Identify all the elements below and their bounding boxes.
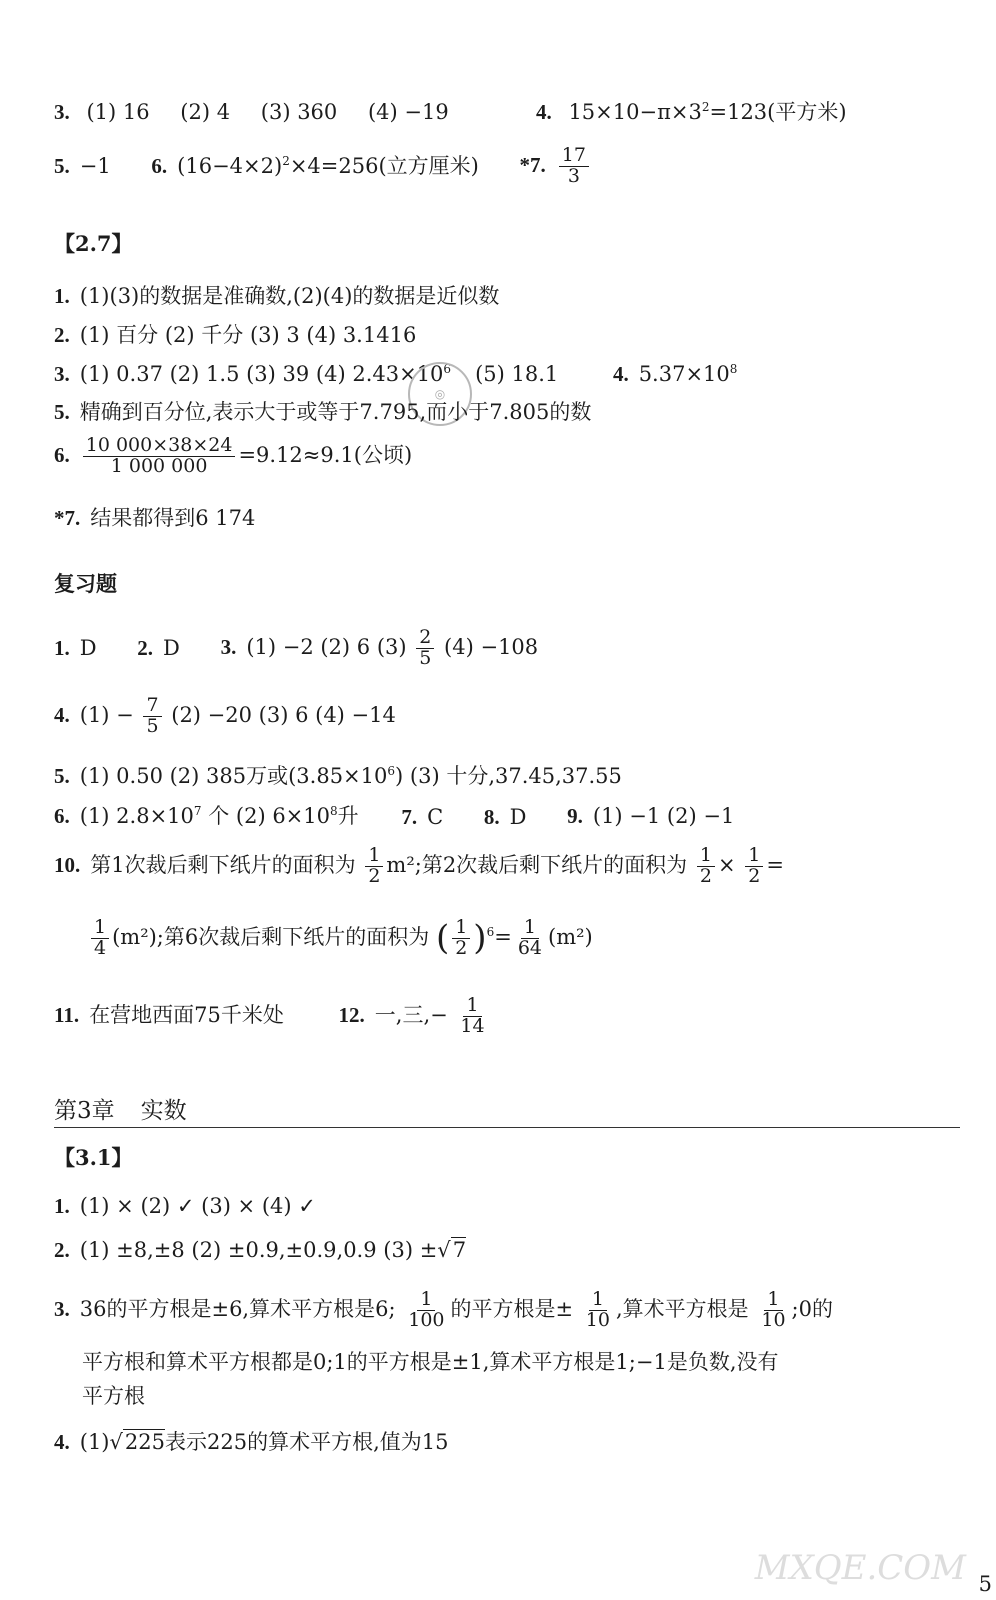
s31-line-1: 1. (1) × (2) ✓ (3) × (4) ✓	[54, 1194, 316, 1218]
s27-line-5: 5. 精确到百分位,表示大于或等于7.795,而小于7.805的数	[54, 400, 592, 424]
q6-a: (16−4×2)	[177, 153, 283, 178]
tenth-fraction-2: $\frac{1}{10}$	[761, 1288, 786, 1331]
q3-line: 3. (1) 16 (2) 4 (3) 360 (4) −19	[54, 100, 449, 124]
review-line-6: 6. (1) $2.8\times 10^7$ 个 (2) $6\times 10^8$升 7. C 8. D 9. (1) −1 (2) −1	[54, 804, 735, 829]
q4-exp: 2	[701, 100, 710, 114]
quarter-fraction: $\frac{1}{4}$	[91, 918, 109, 959]
half-fraction-3: $\frac{1}{2}$	[745, 846, 763, 887]
s27-line-1: 1. (1)(3)的数据是准确数,(2)(4)的数据是近似数	[54, 284, 500, 308]
section-3-1-title: 【3.1】	[54, 1145, 133, 1170]
half-power-fraction: $\frac{1}{2}$	[452, 918, 470, 959]
page-number: 5	[978, 1572, 992, 1596]
s27-line-7: *7. 结果都得到6 174	[54, 506, 256, 530]
s31-line-4: 4. (1)√225表示225的算术平方根,值为15	[54, 1430, 449, 1454]
review-q4-fraction: $\frac{7}{5}$	[143, 696, 161, 737]
stamp-image: ◎	[408, 362, 472, 426]
review-line-4: 4. (1) − $\frac{7}{5}$ (2) −20 (3) 6 (4) −14	[54, 694, 396, 737]
q5-q7-line: 5. −1 6. $(16-4\times 2)^2\times 4=256$(立方厘米) *7. $\frac{17}{3}$	[54, 146, 626, 187]
section-2-7-title: 【2.7】	[54, 231, 133, 256]
review-line-10b: $\frac{1}{4}$ (m²);第6次裁后剩下纸片的面积为 ( $\frac{1}{2}$ )$^6$= $\frac{1}{64}$ (m²)	[88, 918, 593, 959]
q3-part4: (4) −19	[367, 100, 449, 124]
review-line-1: 1. D 2. D 3. (1) −2 (2) 6 (3) $\frac{2}{5}$ (4) −108	[54, 626, 539, 669]
watermark: MXQE.COM	[754, 1548, 966, 1588]
q7-fraction: $\frac{17}{3}$	[559, 146, 589, 187]
s27-line-6: 6. $\frac{10 000\times 38\times 24}{1 000 000}$ =9.12≈9.1(公顷)	[54, 434, 413, 477]
review-title: 复习题	[54, 571, 117, 596]
half-fraction-1: $\frac{1}{2}$	[365, 846, 383, 887]
hundredth-fraction: $\frac{1}{100}$	[408, 1288, 445, 1331]
s27-q6-fraction: $\frac{10 000\times 38\times 24}{1 000 000}$	[83, 436, 236, 477]
q4-line: 4. $15\times 10-\pi\times 3^2=123$(平方米)	[536, 100, 847, 124]
chapter-header	[54, 1092, 960, 1128]
s27-line-2: 2. (1) 百分 (2) 千分 (3) 3 (4) 3.1416	[54, 323, 417, 347]
chapter-title: 实数	[140, 1098, 187, 1124]
s31-line-3b: 平方根和算术平方根都是0;1的平方根是±1,算术平方根是1;−1是负数,没有	[82, 1350, 779, 1374]
review-line-11: 11. 在营地西面75千米处 12. 一,三,− $\frac{1}{14}$	[54, 996, 491, 1037]
q6-b: ×4=256(立方厘米)	[289, 153, 479, 178]
sixty-fourth-fraction: $\frac{1}{64}$	[517, 916, 542, 959]
q3-part3: (3) 360	[260, 100, 338, 124]
tenth-fraction-1: $\frac{1}{10}$	[585, 1288, 610, 1331]
q3-part2: (2) 4	[180, 100, 231, 124]
s31-line-2: 2. (1) ±8,±8 (2) ±0.9,±0.9,0.9 (3) ±√7	[54, 1238, 467, 1262]
q4-a: 15×10−π×3	[568, 100, 702, 124]
review-q3-fraction: $\frac{2}{5}$	[416, 628, 434, 669]
s31-line-3: 3. 36的平方根是±6,算术平方根是6; $\frac{1}{100}$ 的平方根是± $\frac{1}{10}$ ,算术平方根是 $\frac{1}{10}$ ;0的	[54, 1288, 833, 1331]
half-fraction-2: $\frac{1}{2}$	[697, 846, 715, 887]
review-line-10: 10. 第1次裁后剩下纸片的面积为 $\frac{1}{2}$ m²;第2次裁后剩下纸片的面积为 $\frac{1}{2}$ × $\frac{1}{2}$ =	[54, 844, 784, 887]
s27-line-3: 3. (1) 0.37 (2) 1.5 (3) 39 (4) $2.43\times 10^6$ (5) 18.1 4. $5.37\times 10^8$	[54, 362, 738, 386]
chapter-label: 第3章	[54, 1098, 115, 1124]
review-q12-fraction: $\frac{1}{14}$	[460, 994, 485, 1037]
q6-exp: 2	[282, 153, 290, 168]
q3-part1: (1) 16	[86, 100, 150, 124]
q5-answer: −1	[79, 153, 111, 178]
q4-b: =123(平方米)	[709, 100, 847, 124]
review-line-5: 5. (1) 0.50 (2) 385万或$(3.85\times 10^6)$ (3) 十分,37.45,37.55	[54, 764, 622, 788]
s31-line-3c: 平方根	[82, 1384, 145, 1408]
